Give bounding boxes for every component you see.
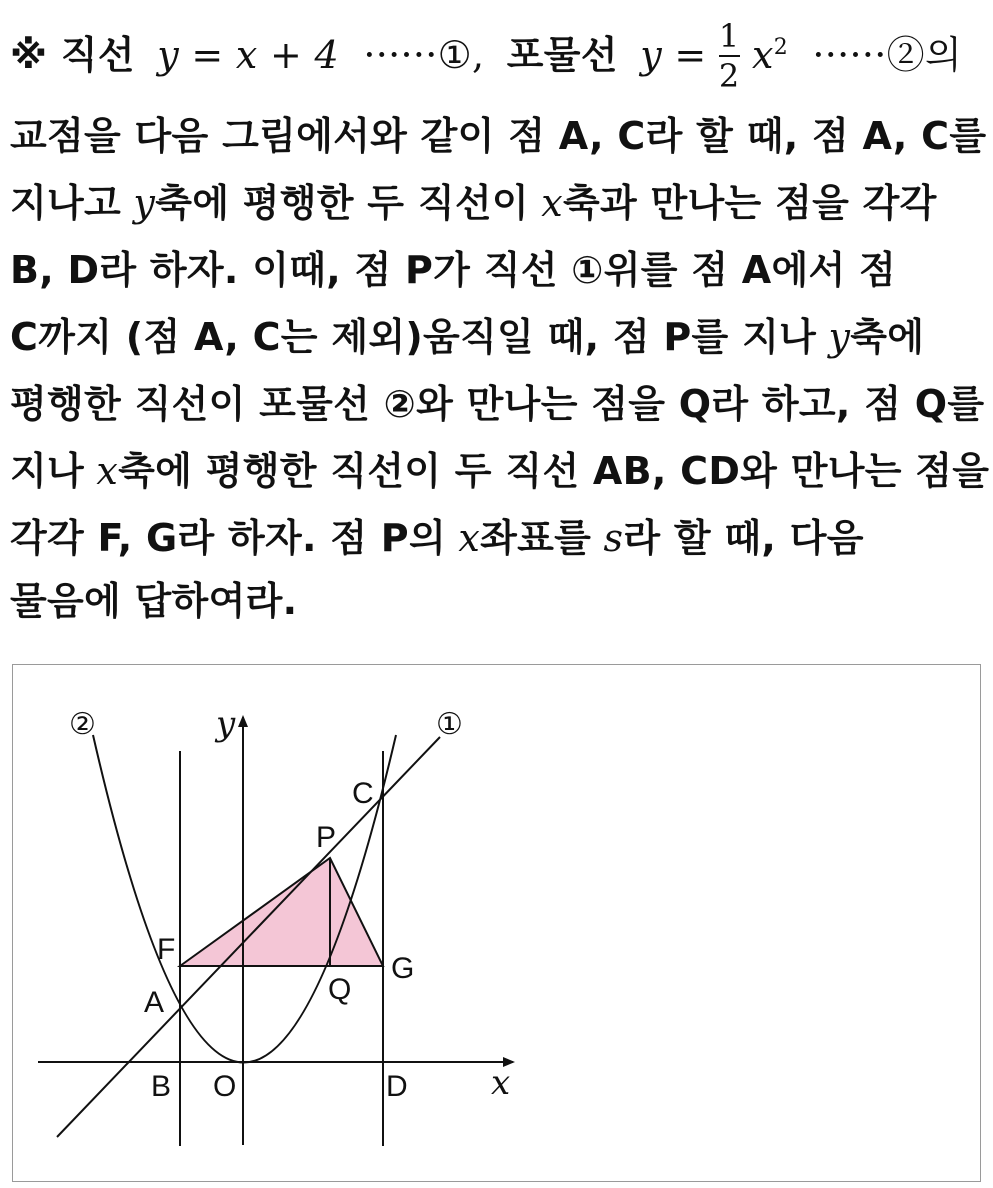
equation-marker-2: ······②의 [812, 32, 962, 77]
parabola-curve [93, 735, 396, 1063]
point-g-label: G [391, 952, 415, 985]
problem-line-5 [10, 315, 925, 359]
point-b-label: B [151, 1070, 172, 1103]
line-equation: y = x + 4 [157, 32, 339, 77]
problem-line-8 [10, 516, 864, 560]
fraction-one-half [718, 17, 740, 95]
text-segment: 좌표를 [480, 516, 592, 560]
problem-line-2: 교점을 다음 그림에서와 같이 점 A, C라 할 때, 점 A, C를 [10, 114, 987, 158]
text-segment: 축에 [850, 315, 925, 359]
point-p-label: P [316, 821, 337, 854]
note-label: ※ 직선 [10, 32, 135, 77]
parabola-word: 포물선 [506, 32, 618, 77]
math-variable: x [541, 181, 563, 225]
text-segment: 축에 평행한 두 직선이 [155, 181, 529, 225]
text-segment: 축과 만나는 점을 각각 [563, 181, 937, 225]
line-label: ① [436, 708, 463, 741]
origin-label: O [213, 1070, 237, 1103]
parabola-exponent: 2 [773, 34, 788, 60]
text-segment: 지나 [10, 449, 85, 493]
math-variable: s [603, 516, 624, 560]
math-variable: y [133, 181, 156, 225]
problem-line-7 [10, 449, 990, 493]
fraction-numerator: 1 [718, 17, 740, 55]
equation-marker-1: ······①, [363, 32, 485, 77]
triangle-fpg [180, 858, 383, 966]
text-segment: 라 할 때, 다음 [623, 516, 864, 560]
y-axis-label: y [216, 704, 236, 744]
problem-line-3 [10, 181, 937, 225]
problem-line-9: 물음에 답하여라. [10, 579, 298, 623]
point-d-label: D [386, 1070, 408, 1103]
text-segment: 각각 F, G라 하자. 점 P의 [10, 516, 446, 560]
problem-line-1 [10, 17, 962, 95]
point-c-label: C [352, 777, 374, 810]
math-variable: x [96, 449, 119, 493]
parabola-variable: x [751, 32, 774, 77]
x-axis-label: x [491, 1063, 511, 1103]
point-q-label: Q [328, 973, 352, 1006]
problem-line-4: B, D라 하자. 이때, 점 P가 직선 ①위를 점 A에서 점 [10, 248, 897, 292]
text-segment: 축에 평행한 직선이 두 직선 AB, CD와 만나는 점을 [118, 449, 990, 493]
point-f-label: F [157, 933, 176, 966]
parabola-eq-left: y = [640, 32, 707, 77]
math-variable: x [458, 516, 481, 560]
parabola-label: ② [69, 708, 96, 741]
problem-line-6: 평행한 직선이 포물선 ②와 만나는 점을 Q라 하고, 점 Q를 [10, 382, 985, 426]
text-segment: C까지 (점 A, C는 제외)움직일 때, 점 P를 지나 [10, 315, 817, 359]
figure-box [12, 664, 981, 1182]
math-variable: y [828, 315, 851, 359]
fraction-denominator: 2 [718, 57, 740, 95]
point-a-label: A [144, 986, 165, 1019]
text-segment: 지나고 [10, 181, 122, 225]
graph-diagram [13, 665, 982, 1183]
